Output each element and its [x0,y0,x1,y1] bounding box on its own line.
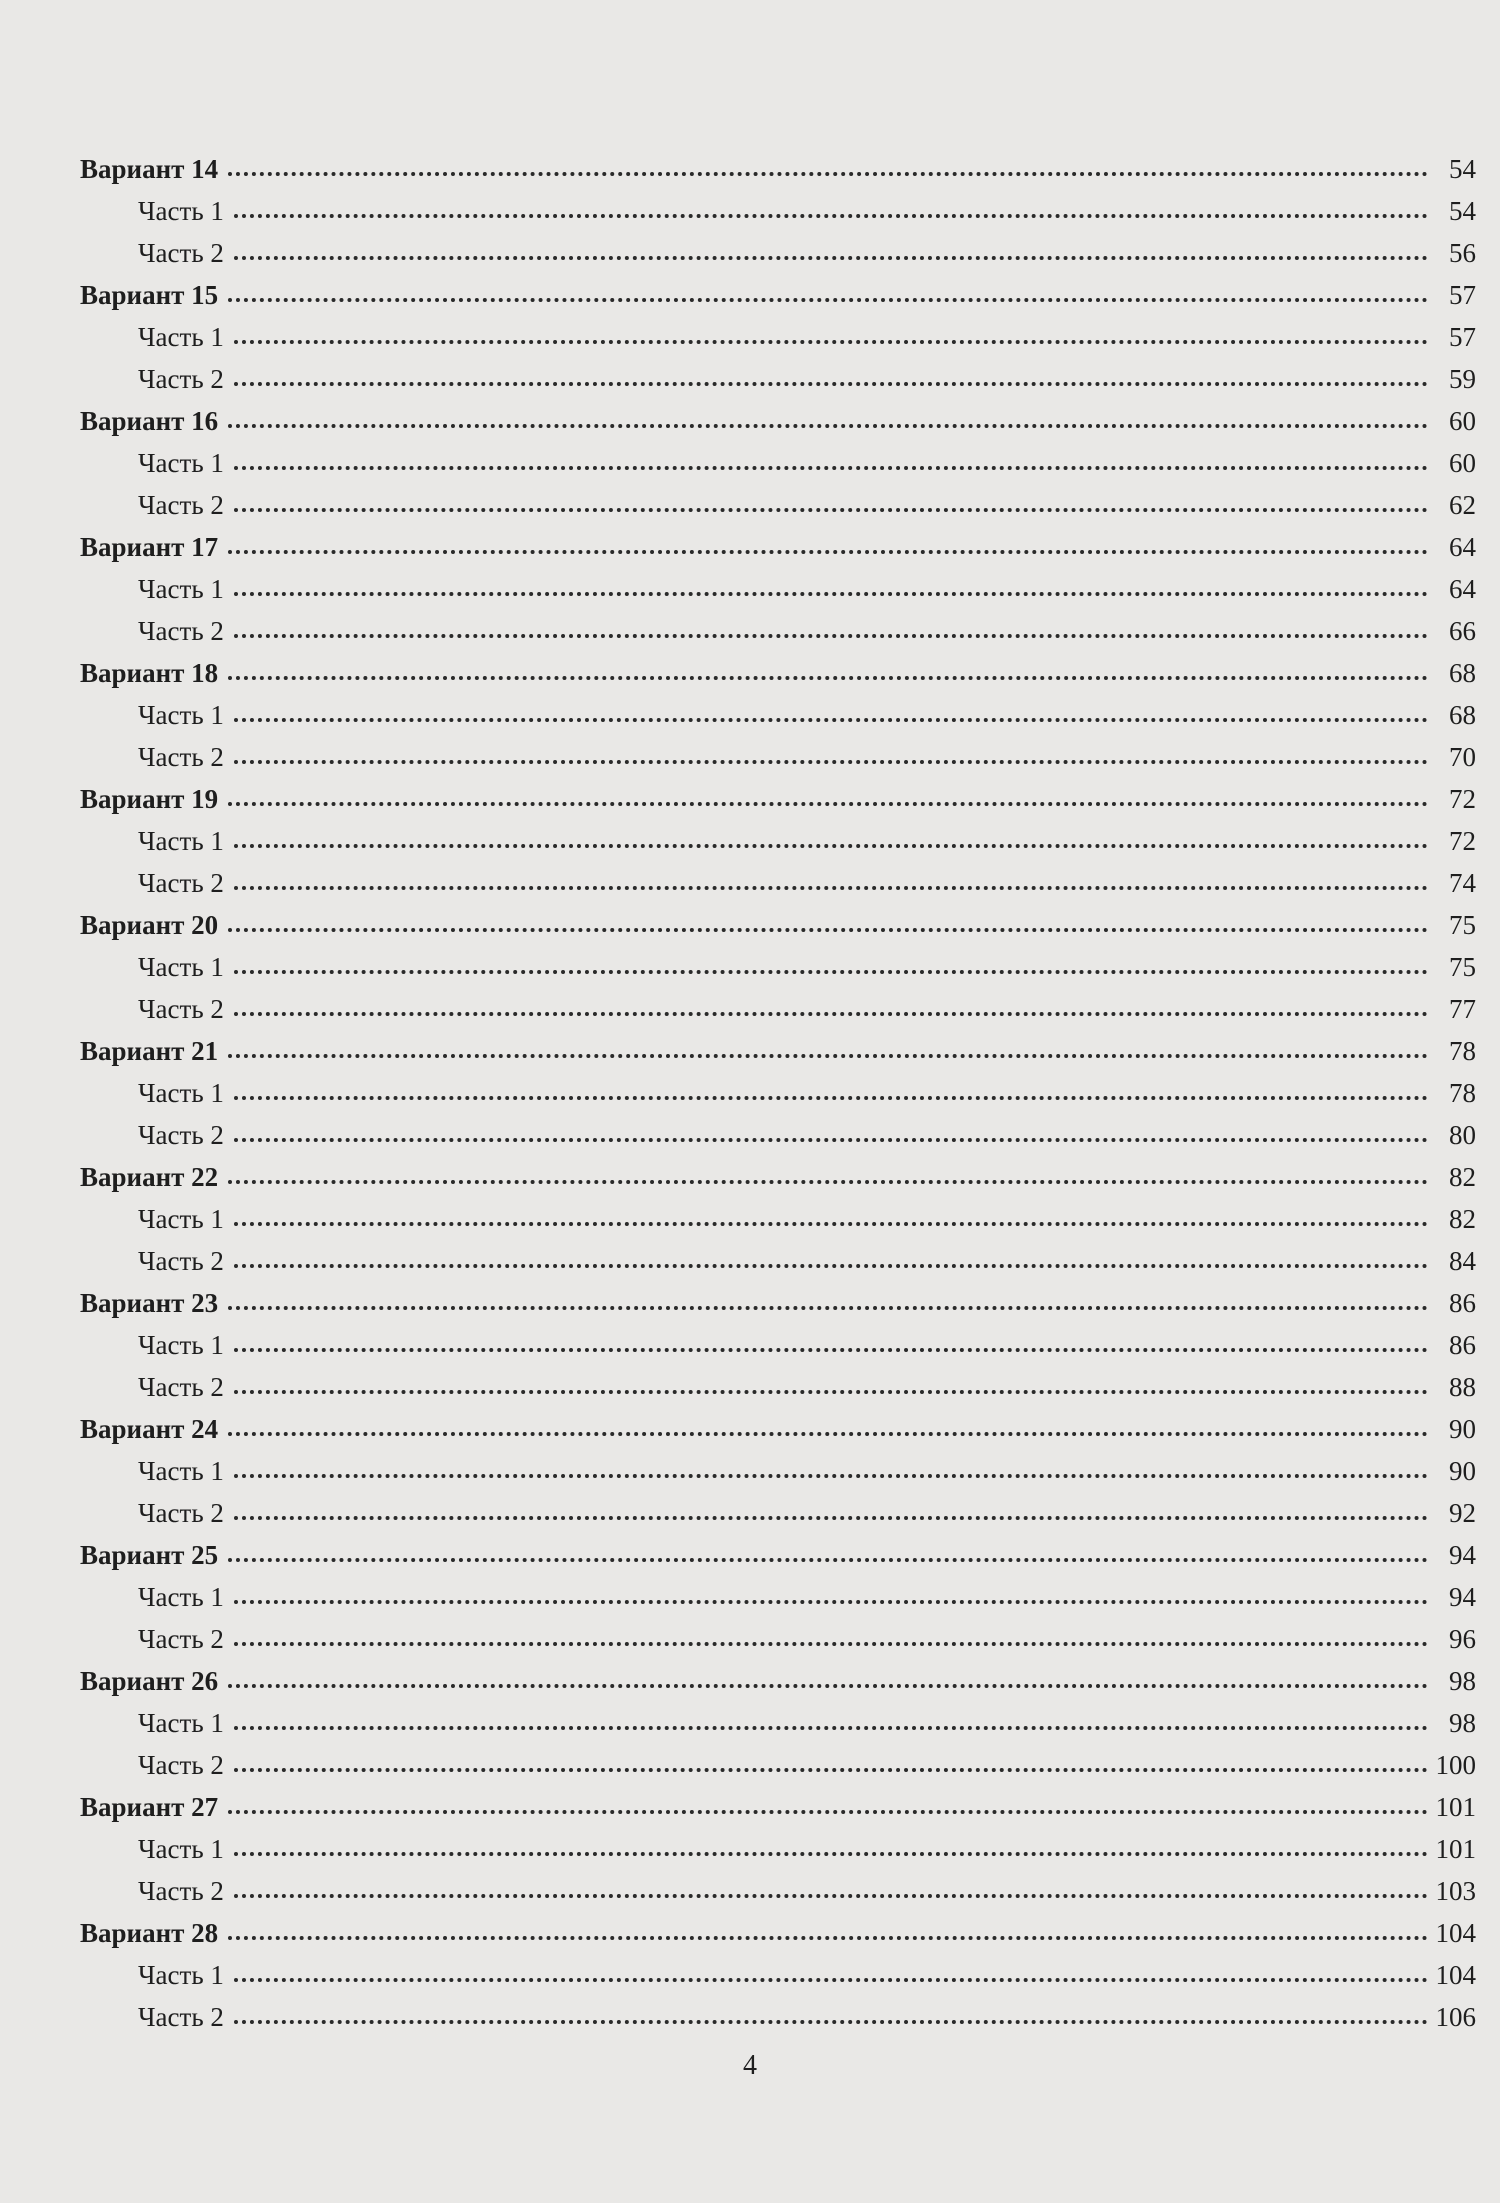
toc-part-title: Часть 1 [138,574,224,604]
dot-leader [228,1432,1428,1436]
toc-part-title: Часть 2 [138,1750,224,1780]
dot-leader [228,1684,1428,1688]
dot-leader [234,760,1428,764]
toc-part-title: Часть 2 [138,1498,224,1528]
toc-part-title: Часть 2 [138,1120,224,1150]
toc-part-row [80,1702,1476,1744]
toc-variant-row [80,400,1476,442]
toc-variant-row [80,1534,1476,1576]
dot-leader [234,1348,1428,1352]
toc-page-number: 104 [1435,1918,1476,1948]
toc-variant-title: Вариант 14 [80,154,219,184]
toc-part-row [80,1324,1476,1366]
dot-leader [234,1390,1428,1394]
toc-variant-title: Вариант 28 [80,1918,219,1948]
toc-variant-row [80,1912,1476,1954]
dot-leader [228,676,1428,680]
toc-part-row [80,1114,1476,1156]
toc-variant-title: Вариант 25 [80,1540,219,1570]
dot-leader [228,1306,1428,1310]
table-of-contents [80,148,1476,2038]
toc-page-number: 75 [1449,910,1476,940]
toc-part-title: Часть 1 [138,448,224,478]
toc-part-row [80,484,1476,526]
toc-variant-title: Вариант 20 [80,910,219,940]
toc-part-title: Часть 1 [138,1078,224,1108]
toc-part-title: Часть 2 [138,1876,224,1906]
toc-part-title: Часть 2 [138,616,224,646]
toc-page-number: 54 [1449,196,1476,226]
toc-part-title: Часть 2 [138,364,224,394]
dot-leader [234,1264,1428,1268]
toc-page-number: 68 [1449,700,1476,730]
toc-page-number: 64 [1449,574,1476,604]
dot-leader [234,718,1428,722]
toc-part-title: Часть 2 [138,1372,224,1402]
toc-page-number: 72 [1449,784,1476,814]
toc-part-row [80,232,1476,274]
toc-variant-row [80,904,1476,946]
toc-variant-title: Вариант 27 [80,1792,219,1822]
toc-part-title: Часть 1 [138,1834,224,1864]
toc-variant-title: Вариант 24 [80,1414,219,1444]
toc-variant-row [80,1786,1476,1828]
dot-leader [234,382,1428,386]
toc-part-row [80,988,1476,1030]
dot-leader [234,886,1428,890]
toc-part-row [80,694,1476,736]
toc-page-number: 82 [1449,1162,1476,1192]
toc-part-row [80,1744,1476,1786]
dot-leader [228,1054,1428,1058]
dot-leader [234,1642,1428,1646]
dot-leader [234,970,1428,974]
toc-part-row [80,358,1476,400]
dot-leader [234,214,1428,218]
toc-part-row [80,862,1476,904]
toc-part-row [80,820,1476,862]
toc-variant-title: Вариант 22 [80,1162,219,1192]
dot-leader [234,1138,1428,1142]
dot-leader [234,1474,1428,1478]
toc-part-title: Часть 2 [138,1246,224,1276]
toc-part-title: Часть 1 [138,1708,224,1738]
toc-page-number: 92 [1449,1498,1476,1528]
toc-part-row [80,736,1476,778]
toc-variant-title: Вариант 15 [80,280,219,310]
toc-part-title: Часть 2 [138,490,224,520]
toc-page-number: 104 [1435,1960,1476,1990]
toc-page-number: 94 [1449,1540,1476,1570]
toc-page-number: 90 [1449,1414,1476,1444]
toc-part-title: Часть 1 [138,1582,224,1612]
dot-leader [228,424,1428,428]
dot-leader [234,1096,1428,1100]
toc-page-number: 59 [1449,364,1476,394]
toc-variant-row [80,274,1476,316]
toc-part-row [80,190,1476,232]
toc-part-row [80,1996,1476,2038]
dot-leader [234,592,1428,596]
toc-variant-row [80,526,1476,568]
dot-leader [228,1810,1427,1814]
toc-page-number: 100 [1435,1750,1476,1780]
dot-leader [228,928,1428,932]
toc-page-number: 70 [1449,742,1476,772]
toc-page-number: 80 [1449,1120,1476,1150]
toc-part-row [80,1366,1476,1408]
toc-page-number: 78 [1449,1078,1476,1108]
toc-variant-title: Вариант 26 [80,1666,219,1696]
toc-variant-title: Вариант 21 [80,1036,219,1066]
toc-page-number: 64 [1449,532,1476,562]
toc-part-row [80,946,1476,988]
toc-part-row [80,316,1476,358]
dot-leader [234,1768,1428,1772]
toc-part-row [80,1240,1476,1282]
toc-page-number: 66 [1449,616,1476,646]
toc-part-row [80,1618,1476,1660]
toc-part-row [80,610,1476,652]
toc-page-number: 54 [1449,154,1476,184]
dot-leader [234,1516,1428,1520]
toc-page-number: 90 [1449,1456,1476,1486]
toc-part-title: Часть 1 [138,1204,224,1234]
toc-part-row [80,442,1476,484]
dot-leader [228,1180,1428,1184]
toc-page-number: 94 [1449,1582,1476,1612]
toc-part-row [80,1450,1476,1492]
toc-page-number: 74 [1449,868,1476,898]
dot-leader [234,1852,1428,1856]
dot-leader [228,1558,1428,1562]
dot-leader [228,550,1428,554]
toc-page-number: 98 [1449,1708,1476,1738]
toc-part-title: Часть 2 [138,2002,224,2032]
dot-leader [234,1894,1428,1898]
dot-leader [234,1222,1428,1226]
toc-page-number: 62 [1449,490,1476,520]
toc-page-number: 68 [1449,658,1476,688]
toc-variant-row [80,1030,1476,1072]
toc-part-row [80,1828,1476,1870]
toc-part-title: Часть 2 [138,1624,224,1654]
dot-leader [228,172,1428,176]
toc-page-number: 72 [1449,826,1476,856]
dot-leader [234,256,1428,260]
toc-page-number: 101 [1435,1792,1476,1822]
dot-leader [228,802,1428,806]
toc-variant-title: Вариант 18 [80,658,219,688]
dot-leader [228,1936,1427,1940]
toc-page-number: 88 [1449,1372,1476,1402]
toc-part-row [80,1954,1476,1996]
dot-leader [234,466,1428,470]
toc-page-number: 103 [1435,1876,1476,1906]
dot-leader [234,634,1428,638]
dot-leader [234,2020,1428,2024]
toc-part-title: Часть 1 [138,1456,224,1486]
toc-variant-row [80,1408,1476,1450]
toc-page-number: 106 [1435,2002,1476,2032]
dot-leader [234,1600,1428,1604]
toc-part-title: Часть 1 [138,1330,224,1360]
toc-variant-title: Вариант 19 [80,784,219,814]
toc-variant-title: Вариант 23 [80,1288,219,1318]
toc-part-row [80,568,1476,610]
toc-part-title: Часть 1 [138,952,224,982]
toc-part-title: Часть 1 [138,196,224,226]
toc-page-number: 56 [1449,238,1476,268]
toc-part-title: Часть 2 [138,994,224,1024]
toc-variant-row [80,1156,1476,1198]
dot-leader [234,508,1428,512]
toc-variant-row [80,148,1476,190]
toc-part-row [80,1492,1476,1534]
toc-variant-title: Вариант 17 [80,532,219,562]
toc-part-row [80,1072,1476,1114]
toc-part-row [80,1870,1476,1912]
toc-page-number: 84 [1449,1246,1476,1276]
toc-page-number: 77 [1449,994,1476,1024]
dot-leader [228,298,1428,302]
toc-page-number: 78 [1449,1036,1476,1066]
toc-page-number: 101 [1435,1834,1476,1864]
toc-variant-row [80,1660,1476,1702]
toc-variant-row [80,1282,1476,1324]
dot-leader [234,1726,1428,1730]
dot-leader [234,340,1428,344]
page-number: 4 [743,2050,757,2081]
toc-page-number: 86 [1449,1288,1476,1318]
toc-page-number: 98 [1449,1666,1476,1696]
toc-variant-row [80,778,1476,820]
toc-part-row [80,1198,1476,1240]
toc-page-number: 86 [1449,1330,1476,1360]
dot-leader [234,844,1428,848]
toc-page-number: 96 [1449,1624,1476,1654]
toc-part-title: Часть 1 [138,826,224,856]
toc-part-title: Часть 1 [138,700,224,730]
toc-page-number: 82 [1449,1204,1476,1234]
toc-page-number: 75 [1449,952,1476,982]
toc-page-number: 57 [1449,322,1476,352]
toc-variant-title: Вариант 16 [80,406,219,436]
dot-leader [234,1978,1428,1982]
toc-part-row [80,1576,1476,1618]
toc-page-number: 57 [1449,280,1476,310]
toc-part-title: Часть 2 [138,742,224,772]
dot-leader [234,1012,1428,1016]
toc-page-number: 60 [1449,448,1476,478]
toc-part-title: Часть 2 [138,868,224,898]
toc-part-title: Часть 1 [138,322,224,352]
toc-variant-row [80,652,1476,694]
toc-part-title: Часть 1 [138,1960,224,1990]
toc-page-number: 60 [1449,406,1476,436]
toc-part-title: Часть 2 [138,238,224,268]
